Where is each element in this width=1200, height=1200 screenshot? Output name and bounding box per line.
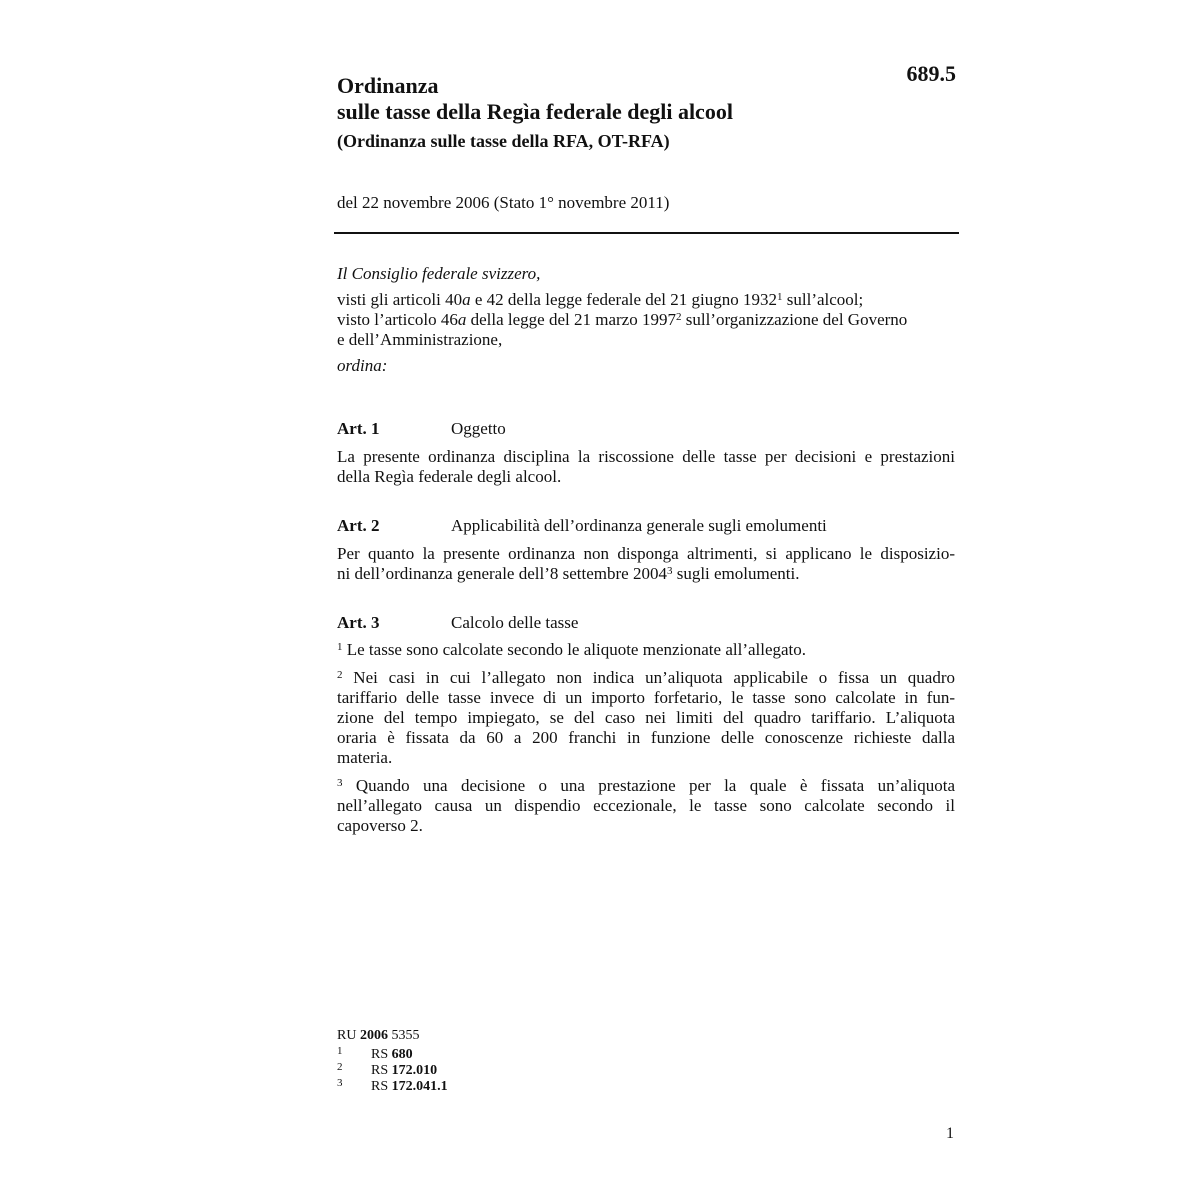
footnote-prefix: RS bbox=[371, 1063, 392, 1078]
preamble-basis-2 bbox=[337, 310, 955, 330]
article-title: Calcolo delle tasse bbox=[451, 613, 579, 632]
page-number: 1 bbox=[946, 1125, 954, 1142]
footnote-text bbox=[371, 1079, 448, 1095]
footnote-2: 2 RS 172.010 bbox=[337, 1061, 438, 1078]
article-1-line-2: della Regìa federale degli alcool. bbox=[337, 467, 562, 486]
article-1-body bbox=[337, 447, 955, 487]
paragraph-number: 1 bbox=[337, 641, 343, 653]
preamble-ordina: ordina: bbox=[337, 356, 388, 375]
footnote-text bbox=[371, 1047, 413, 1063]
para-2-line: zione del tempo impiegato, se del caso nei limiti del quadro tariffario. L’aliquota bbox=[337, 708, 955, 727]
para-3-line: nell’allegato causa un dispendio eccezionale, le tasse sono calcolate secondo il bbox=[337, 796, 955, 815]
article-title: Oggetto bbox=[451, 419, 506, 438]
article-number: Art. 1 bbox=[337, 419, 380, 438]
footnote-ref-number: 172.041.1 bbox=[391, 1079, 448, 1094]
preamble-basis-1-text-b: e 42 della legge federale del 21 giugno 1932 bbox=[470, 290, 778, 309]
preamble-basis-2-text-b: della legge del 21 marzo 1997 bbox=[466, 310, 676, 329]
article-3-heading bbox=[337, 612, 955, 634]
preamble bbox=[337, 264, 955, 376]
footnote-ref[interactable]: 3 bbox=[666, 565, 673, 577]
footnotes bbox=[337, 1027, 637, 1095]
footnote-3: 3 RS 172.041.1 bbox=[337, 1077, 448, 1094]
footnote-ref-number: 680 bbox=[391, 1047, 413, 1062]
preamble-basis-1-text-c: sull’alcool; bbox=[782, 290, 864, 309]
article-2-line-2-text: ni dell’ordinanza generale dell’8 settembre 2004 bbox=[337, 564, 667, 583]
para-2-line: materia. bbox=[337, 748, 393, 767]
sr-number: 689.5 bbox=[906, 61, 956, 86]
preamble-basis-2-text: visto l’articolo 46 bbox=[337, 310, 458, 329]
ru-page: 5355 bbox=[387, 1028, 420, 1043]
title-line-1: Ordinanza bbox=[337, 73, 439, 98]
footnote-ref-number: 172.010 bbox=[391, 1063, 438, 1078]
footnote-prefix: RS bbox=[371, 1047, 392, 1062]
title-block bbox=[337, 73, 897, 152]
article-number: Art. 3 bbox=[337, 613, 380, 632]
short-title: (Ordinanza sulle tasse della RFA, OT-RFA) bbox=[337, 131, 670, 151]
footnote-ref[interactable]: 1 bbox=[777, 291, 783, 303]
para-2-line bbox=[337, 668, 955, 688]
preamble-basis-1-text: visti gli articoli 40 bbox=[337, 290, 463, 309]
article-3-para-1 bbox=[337, 640, 955, 660]
footnote-prefix: RS bbox=[371, 1079, 392, 1094]
footnote-text bbox=[371, 1063, 437, 1079]
preamble-basis-1 bbox=[337, 290, 955, 310]
title-line-2: sulle tasse della Regìa federale degli alcool bbox=[337, 99, 733, 124]
article-2-line-2 bbox=[337, 564, 955, 584]
paragraph-text: Quando una decisione o una prestazione per la quale è fissata un’aliquota bbox=[342, 776, 955, 795]
para-2-line: oraria è fissata da 60 a 200 franchi in funzione delle conoscenze richieste dalla bbox=[337, 728, 955, 747]
preamble-basis-2-cont: e dell’Amministrazione, bbox=[337, 330, 503, 349]
article-2-line-1: Per quanto la presente ordinanza non disponga altrimenti, si applicano le disposizio- bbox=[337, 544, 955, 563]
preamble-basis-2-text-c: sull’organizzazione del Governo bbox=[681, 310, 908, 329]
para-3-line bbox=[337, 776, 955, 796]
article-number: Art. 2 bbox=[337, 516, 380, 535]
article-3-para-3 bbox=[337, 776, 955, 836]
article-title: Applicabilità dell’ordinanza generale sugli emolumenti bbox=[451, 516, 827, 535]
article-3-para-2 bbox=[337, 668, 955, 768]
footnote-1: 1 RS 680 bbox=[337, 1045, 413, 1062]
title-divider bbox=[334, 232, 959, 234]
paragraph-text: Nei casi in cui l’allegato non indica un’aliquota applicabile o fissa un quadro bbox=[342, 668, 955, 687]
paragraph-text: Le tasse sono calcolate secondo le aliquote menzionate all’allegato. bbox=[342, 640, 807, 659]
article-1-heading bbox=[337, 418, 955, 440]
ru-year: 2006 bbox=[359, 1028, 388, 1043]
article-2-line-2-text-b: sugli emolumenti. bbox=[672, 564, 800, 583]
preamble-basis-2-letter: a bbox=[457, 310, 467, 329]
date-line: del 22 novembre 2006 (Stato 1° novembre 2011) bbox=[337, 193, 670, 212]
preamble-basis-1-letter: a bbox=[462, 290, 471, 309]
article-2-body bbox=[337, 544, 955, 584]
para-2-line: tariffario delle tasse invece di un importo forfetario, le tasse sono calcolate in fun- bbox=[337, 688, 955, 707]
preamble-authority: Il Consiglio federale svizzero, bbox=[337, 264, 541, 283]
article-2-heading bbox=[337, 515, 955, 537]
paragraph-number: 3 bbox=[337, 777, 343, 789]
ru-prefix: RU bbox=[337, 1028, 360, 1043]
footnote-ref[interactable]: 2 bbox=[675, 311, 682, 323]
paragraph-number: 2 bbox=[337, 669, 343, 681]
para-3-line: capoverso 2. bbox=[337, 816, 423, 835]
article-3-body bbox=[337, 640, 955, 844]
ru-reference bbox=[337, 1027, 637, 1044]
article-1-line-1: La presente ordinanza disciplina la riscossione delle tasse per decisioni e prestazioni bbox=[337, 447, 955, 466]
